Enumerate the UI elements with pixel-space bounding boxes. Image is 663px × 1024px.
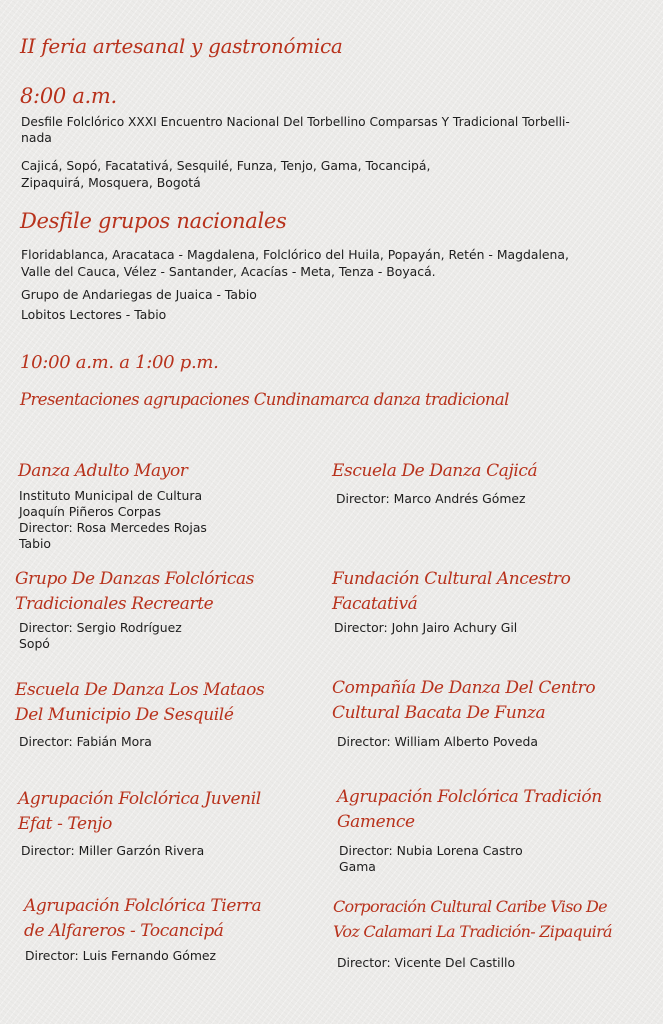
group-details: Director: John Jairo Achury Gil — [334, 620, 518, 635]
group-title: Escuela De Danza Cajicá — [332, 461, 538, 481]
national-line-4: Lobitos Lectores - Tabio — [21, 307, 167, 322]
towns-line-1: Cajicá, Sopó, Facatativá, Sesquilé, Funza, Tenjo, Gama, Tocancipá, — [21, 158, 431, 173]
desfile-line-2: nada — [21, 130, 52, 145]
group-details: Director: Marco Andrés Gómez — [336, 491, 526, 506]
group-title: Fundación Cultural Ancestro Facatativá — [332, 569, 571, 614]
group-details: Director: Vicente Del Castillo — [337, 955, 516, 970]
presentations-title: Presentaciones agrupaciones Cundinamarca danza tradicional — [20, 390, 509, 409]
morning-time: 8:00 a.m. — [20, 84, 117, 108]
group-details: Instituto Municipal de Cultura Joaquín Piñeros Corpas Director: Rosa Mercedes Rojas Tabio — [19, 488, 207, 551]
group-details: Director: Miller Garzón Rivera — [21, 843, 205, 858]
group-title: Agrupación Folclórica Juvenil Efat - Tenjo — [18, 789, 261, 834]
national-line-3: Grupo de Andariegas de Juaica - Tabio — [21, 287, 257, 302]
group-title: Compañía De Danza Del Centro Cultural Bacata De Funza — [332, 678, 596, 723]
group-title: Agrupación Folclórica Tierra de Alfareros - Tocancipá — [24, 896, 262, 941]
national-line-1: Floridablanca, Aracataca - Magdalena, Folclórico del Huila, Popayán, Retén - Magdalena, — [21, 247, 569, 262]
group-title: Agrupación Folclórica Tradición Gamence — [337, 787, 602, 832]
group-title: Escuela De Danza Los Mataos Del Municipio De Sesquilé — [15, 680, 265, 725]
group-details: Director: Fabián Mora — [19, 734, 152, 749]
desfile-line-1: Desfile Folclórico XXXI Encuentro Nacional Del Torbellino Comparsas Y Tradicional Torbelli- — [21, 115, 570, 129]
group-details: Director: Luis Fernando Gómez — [25, 948, 217, 963]
group-title: Danza Adulto Mayor — [18, 461, 188, 481]
presentations-time: 10:00 a.m. a 1:00 p.m. — [20, 352, 219, 373]
towns-line-2: Zipaquirá, Mosquera, Bogotá — [21, 175, 201, 190]
event-title: II feria artesanal y gastronómica — [20, 34, 343, 58]
national-title: Desfile grupos nacionales — [20, 209, 287, 233]
group-details: Director: Nubia Lorena Castro Gama — [339, 843, 523, 874]
group-title: Grupo De Danzas Folclóricas Tradicionales Recrearte — [15, 569, 255, 614]
group-details: Director: Sergio Rodríguez Sopó — [19, 620, 182, 651]
group-details: Director: William Alberto Poveda — [337, 734, 538, 749]
group-title: Corporación Cultural Caribe Viso De Voz Calamari La Tradición- Zipaquirá — [333, 897, 612, 941]
national-line-2: Valle del Cauca, Vélez - Santander, Acacías - Meta, Tenza - Boyacá. — [21, 264, 436, 279]
